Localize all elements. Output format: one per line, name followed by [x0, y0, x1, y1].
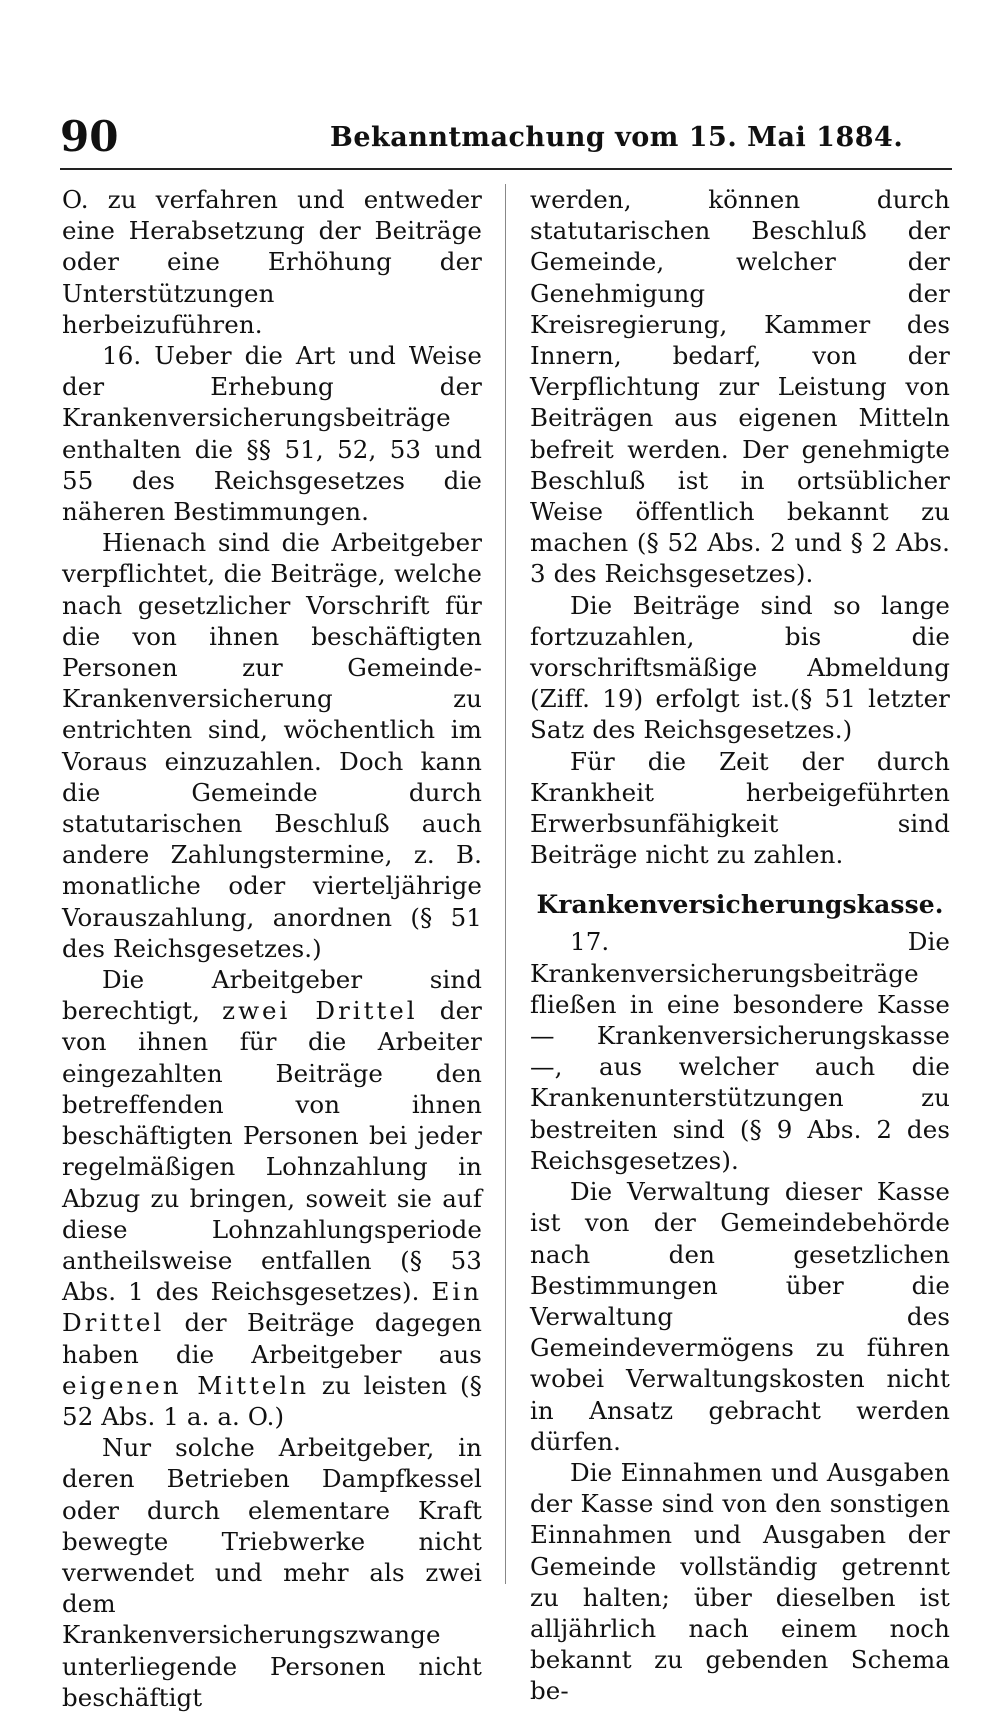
page-header	[60, 112, 950, 162]
paragraph: Die Beiträge sind so lange fortzuzahlen, bis die vorschriftsmäßige Abmeldung (Ziff. 19) erfolgt ist.(§ 51 letzter Satz des Reichsgesetzes.)	[530, 590, 950, 745]
text-run: Die Arbeitgeber sind berechtigt,	[62, 965, 482, 1026]
paragraph: Für die Zeit der durch Krankheit herbeigeführten Erwerbsunfähigkeit sind Beiträge nicht zu zahlen.	[530, 746, 950, 870]
paragraph: Die Verwaltung dieser Kasse ist von der Gemeindebehörde nach den gesetzlichen Bestimmungen über die Verwaltung des Gemeindevermögens zu führen wobei Verwaltungskosten nicht in Ansatz gebracht werden dürfen.	[530, 1177, 950, 1456]
text-run: zu leisten (§ 52 Abs. 1 a. a. O.)	[62, 1370, 482, 1431]
page-number: 90	[60, 112, 119, 161]
paragraph-section-16: 16. Ueber die Art und Weise der Erhebung der Krankenversicherungsbeiträge enthalten die §§ 51, 52, 53 und 55 des Reichsgesetzes die näheren Bestimmungen.	[62, 341, 482, 527]
paragraph	[62, 964, 482, 1432]
paragraph: Die Einnahmen und Ausgaben der Kasse sind von den sonstigen Einnahmen und Ausgaben der Gemeinde vollständig getrennt zu halten; über dieselben ist alljährlich nach einem noch bekannt zu gebenden Schema be-	[530, 1457, 950, 1706]
section-heading: Krankenversicherungskasse.	[536, 890, 944, 920]
text-run: der von ihnen für die Arbeiter eingezahlten Beiträge den betreffenden von ihnen beschäftigten Personen bei jeder regelmäßigen Lohnzahlung in Abzug zu bringen, soweit sie auf diese Lohnzahlungsperiode antheilsweise entfallen (§ 53 Abs. 1 des Reichsgesetzes).	[62, 996, 482, 1307]
header-rule	[60, 168, 952, 170]
paragraph: Hienach sind die Arbeitgeber verpflichtet, die Beiträge, welche nach gesetzlicher Vorschrift für die von ihnen beschäftigten Personen zur Gemeinde-Krankenversicherung zu entrichten sind, wöchentlich im Voraus einzuzahlen. Doch kann die Gemeinde durch statutarischen Beschluß auch andere Zahlungstermine, z. B. monatliche oder vierteljährige Vorauszahlung, anordnen (§ 51 des Reichsgesetzes.)	[62, 528, 482, 963]
paragraph-section-17: 17. Die Krankenversicherungsbeiträge fließen in eine besondere Kasse — Krankenversicherungskasse —, aus welcher auch die Krankenunterstützungen zu bestreiten sind (§ 9 Abs. 2 des Reichsgesetzes).	[530, 927, 950, 1175]
text-run: der Beiträge dagegen haben die Arbeitgeber aus	[62, 1308, 482, 1369]
paragraph: Nur solche Arbeitgeber, in deren Betrieben Dampfkessel oder durch elementare Kraft bewegte Triebwerke nicht verwendet und mehr als zwei dem Krankenversicherungszwange unterliegende Personen nicht beschäftigt	[62, 1433, 482, 1712]
left-column	[62, 184, 482, 1713]
running-title: Bekanntmachung vom 15. Mai 1884.	[330, 122, 904, 153]
emphasis-text: zwei Drittel	[222, 996, 418, 1026]
column-divider	[505, 184, 506, 1584]
emphasis-text: Ein Drittel	[62, 1277, 482, 1338]
emphasis-text: eigenen Mitteln	[62, 1370, 310, 1400]
right-column	[530, 184, 950, 1707]
paragraph: werden, können durch statutarischen Beschluß der Gemeinde, welcher der Genehmigung der Kreisregierung, Kammer des Innern, bedarf, von der Verpflichtung zur Leistung von Beiträgen aus eigenen Mitteln befreit werden. Der genehmigte Beschluß ist in ortsüblicher Weise öffentlich bekannt zu machen (§ 52 Abs. 2 und § 2 Abs. 3 des Reichsgesetzes).	[530, 185, 950, 589]
paragraph: O. zu verfahren und entweder eine Herabsetzung der Beiträge oder eine Erhöhung der Unterstützungen herbeizuführen.	[62, 185, 482, 339]
